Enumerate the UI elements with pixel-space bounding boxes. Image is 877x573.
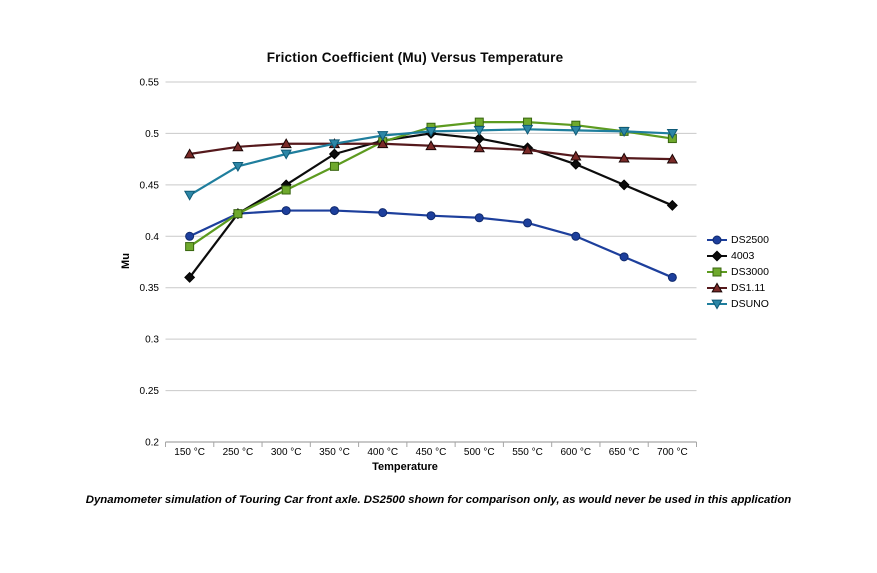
data-point-marker — [524, 219, 532, 227]
data-point-marker — [427, 212, 435, 220]
chart-legend — [707, 232, 769, 312]
data-point-marker — [475, 118, 483, 126]
legend-marker-square-icon — [707, 266, 727, 278]
x-tick-label: 150 °C — [174, 447, 205, 458]
x-tick-label: 600 °C — [560, 447, 592, 458]
data-point-marker — [186, 243, 194, 251]
data-point-marker — [713, 236, 721, 244]
data-point-marker — [712, 251, 722, 261]
x-tick-label: 250 °C — [222, 447, 254, 458]
data-point-marker — [282, 207, 290, 215]
data-point-marker — [379, 209, 387, 217]
data-point-marker — [185, 191, 195, 200]
legend-item-DS3000 — [707, 264, 769, 280]
x-tick-label: 550 °C — [512, 447, 543, 458]
legend-item-DS2500 — [707, 232, 769, 248]
data-point-marker — [571, 159, 581, 169]
x-tick-label: 400 °C — [367, 447, 399, 458]
series-DS1.11 — [185, 139, 677, 163]
legend-marker-triangle-down-icon — [707, 298, 727, 310]
series-4003 — [185, 129, 677, 283]
series-DSUNO — [185, 125, 677, 199]
legend-label: DS1.11 — [731, 282, 766, 294]
y-tick-label: 0.55 — [139, 77, 159, 89]
chart-title: Friction Coefficient (Mu) Versus Temperature — [266, 50, 564, 65]
legend-item-4003 — [707, 248, 769, 264]
data-point-marker — [572, 232, 580, 240]
series-line — [190, 211, 673, 278]
y-tick-label: 0.3 — [145, 334, 159, 346]
data-point-marker — [668, 273, 676, 281]
x-axis-title: Temperature — [372, 461, 438, 473]
y-tick-label: 0.45 — [139, 180, 159, 192]
y-tick-label: 0.4 — [145, 231, 159, 243]
y-tick-label: 0.35 — [139, 283, 159, 295]
data-point-marker — [475, 214, 483, 222]
legend-label: DS2500 — [731, 234, 769, 246]
data-point-marker — [233, 162, 243, 171]
data-point-marker — [668, 201, 678, 211]
data-point-marker — [330, 207, 338, 215]
legend-marker-circle-icon — [707, 234, 727, 246]
legend-label: 4003 — [731, 250, 755, 262]
series-line — [190, 133, 673, 277]
x-tick-label: 350 °C — [319, 447, 350, 458]
x-tick-label: 500 °C — [463, 447, 495, 458]
series-DS2500 — [186, 207, 677, 282]
data-point-marker — [619, 180, 629, 190]
x-tick-label: 300 °C — [270, 447, 302, 458]
legend-item-DS1.11 — [707, 280, 769, 296]
data-point-marker — [186, 232, 194, 240]
data-point-marker — [330, 162, 338, 170]
legend-label: DSUNO — [731, 298, 769, 310]
legend-label: DS3000 — [731, 266, 769, 278]
y-tick-label: 0.2 — [145, 437, 159, 449]
y-axis-title: Mu — [120, 253, 132, 269]
y-tick-label: 0.25 — [139, 386, 159, 398]
x-tick-label: 650 °C — [608, 447, 640, 458]
y-tick-label: 0.5 — [145, 128, 159, 140]
x-tick-label: 450 °C — [415, 447, 447, 458]
legend-marker-triangle-up-icon — [707, 282, 727, 294]
data-point-marker — [620, 253, 628, 261]
chart-caption: Dynamometer simulation of Touring Car front axle. DS2500 shown for comparison only, as would never be used in this application — [85, 494, 792, 506]
legend-item-DSUNO — [707, 296, 769, 312]
data-point-marker — [282, 186, 290, 194]
data-point-marker — [234, 210, 242, 218]
data-point-marker — [713, 268, 721, 276]
legend-marker-diamond-icon — [707, 250, 727, 262]
x-tick-label: 700 °C — [657, 447, 688, 458]
